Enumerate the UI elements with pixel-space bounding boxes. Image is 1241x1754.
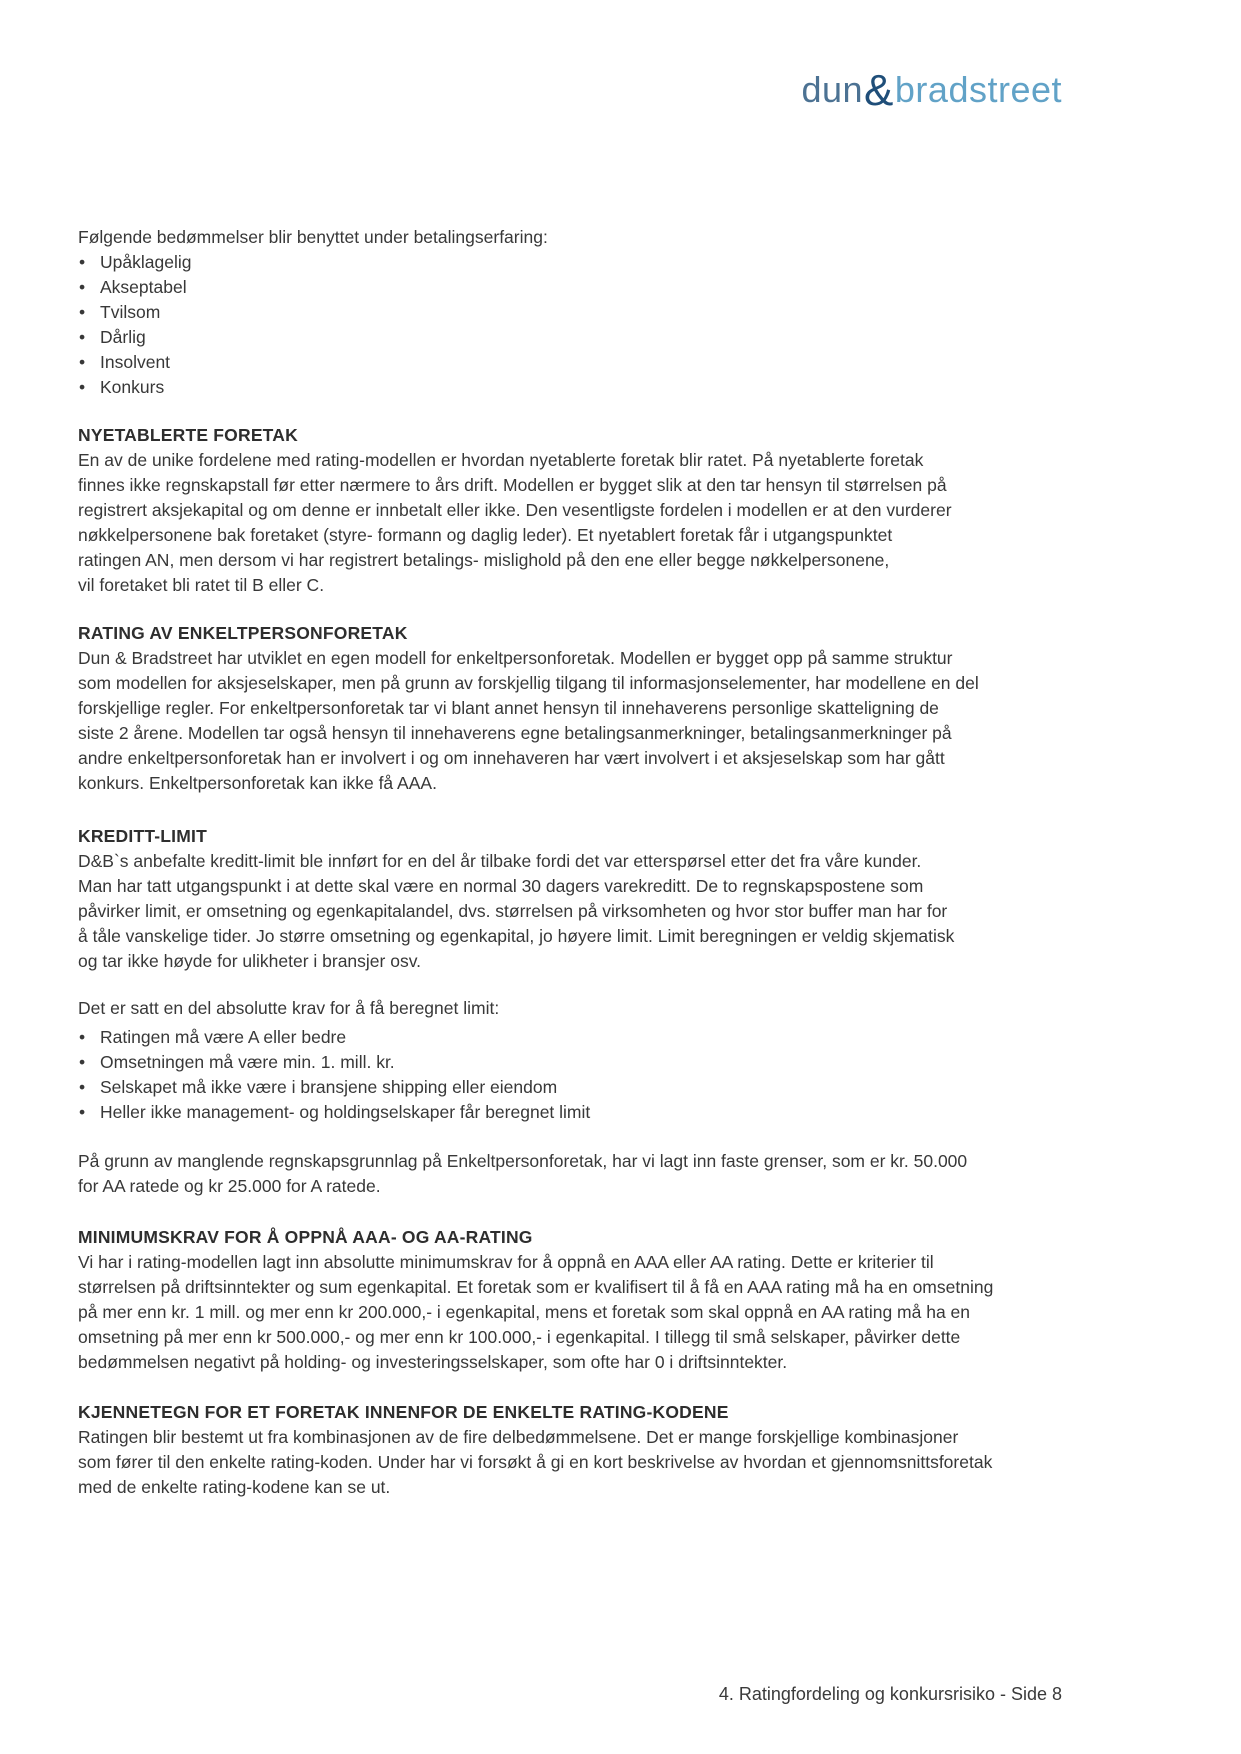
list-item: • Heller ikke management- og holdingselskaper får beregnet limit <box>78 1100 1062 1125</box>
list-item: • Selskapet må ikke være i bransjene shipping eller eiendom <box>78 1075 1062 1100</box>
paragraph-line: omsetning på mer enn kr 500.000,- og mer enn kr 100.000,- i egenkapital. I tillegg til små selskaper, påvirker dette <box>78 1327 961 1347</box>
list-item: • Tvilsom <box>78 300 1062 325</box>
logo-text-bradstreet: bradstreet <box>894 69 1062 110</box>
section-heading-rating-enkeltpersonforetak: RATING AV ENKELTPERSONFORETAK <box>78 623 408 643</box>
paragraph-line: På grunn av manglende regnskapsgrunnlag på Enkeltpersonforetak, har vi lagt inn faste grenser, som er kr. 50.000 <box>78 1151 968 1171</box>
logo-text-dun: dun <box>801 69 864 110</box>
paragraph-line: Vi har i rating-modellen lagt inn absolutte minimumskrav for å oppnå en AAA eller AA rating. Dette er kriterier til <box>78 1252 934 1272</box>
paragraph-line: og tar ikke høyde for ulikheter i bransjer osv. <box>78 951 422 971</box>
page-footer: 4. Ratingfordeling og konkursrisiko - Side 8 <box>718 1684 1062 1704</box>
section-heading-nyetablerte-foretak: NYETABLERTE FORETAK <box>78 425 298 445</box>
payment-experience-list <box>78 250 1062 400</box>
paragraph-line: som modellen for aksjeselskaper, men på grunn av forskjellig tilgang til informasjonselementer, har modellene en del <box>78 673 979 693</box>
limit-requirements-lead: Det er satt en del absolutte krav for å få beregnet limit: <box>78 998 500 1018</box>
paragraph-line: konkurs. Enkeltpersonforetak kan ikke få AAA. <box>78 773 437 793</box>
paragraph-line: andre enkeltpersonforetak han er involvert i og om innehaveren har vært involvert i et aksjeselskap som har gått <box>78 748 945 768</box>
paragraph-line: Ratingen blir bestemt ut fra kombinasjonen av de fire delbedømmelsene. Det er mange forskjellige kombinasjoner <box>78 1427 959 1447</box>
paragraph-line: på mer enn kr. 1 mill. og mer enn kr 200.000,- i egenkapital, mens et foretak som skal oppnå en AA rating må ha en <box>78 1302 971 1322</box>
paragraph-line: som fører til den enkelte rating-koden. Under har vi forsøkt å gi en kort beskrivelse av hvordan et gjennomsnittsforetak <box>78 1452 993 1472</box>
list-item: • Dårlig <box>78 325 1062 350</box>
section-heading-minimumskrav: MINIMUMSKRAV FOR Å OPPNÅ AAA- OG AA-RATING <box>78 1227 533 1247</box>
section-heading-kreditt-limit: KREDITT-LIMIT <box>78 826 207 846</box>
list-item: • Omsetningen må være min. 1. mill. kr. <box>78 1050 1062 1075</box>
paragraph-line: for AA ratede og kr 25.000 for A ratede. <box>78 1176 381 1196</box>
paragraph-line: registrert aksjekapital og om denne er innbetalt eller ikke. Den vesentligste fordelen i modellen er at den vurderer <box>78 500 952 520</box>
intro-lead-text: Følgende bedømmelser blir benyttet under betalingserfaring: <box>78 227 548 247</box>
paragraph-line: forskjellige regler. For enkeltpersonforetak tar vi blant annet hensyn til innehaverens personlige skatteligning de <box>78 698 939 718</box>
paragraph-line: påvirker limit, er omsetning og egenkapitalandel, dvs. størrelsen på virksomheten og hvor stor buffer man har for <box>78 901 948 921</box>
logo-ampersand-icon: & <box>864 66 894 115</box>
paragraph-line: nøkkelpersonene bak foretaket (styre- formann og daglig leder). Et nyetablert foretak får i utgangspunktet <box>78 525 893 545</box>
paragraph-line: siste 2 årene. Modellen tar også hensyn til innehaverens egne betalingsanmerkninger, betalingsanmerkninger på <box>78 723 952 743</box>
paragraph-line: å tåle vanskelige tider. Jo større omsetning og egenkapital, jo høyere limit. Limit beregningen er veldig skjematisk <box>78 926 955 946</box>
list-item: • Upåklagelig <box>78 250 1062 275</box>
list-item: • Insolvent <box>78 350 1062 375</box>
paragraph-line: finnes ikke regnskapstall før etter nærmere to års drift. Modellen er bygget slik at den tar hensyn til størrelsen på <box>78 475 947 495</box>
list-item: • Konkurs <box>78 375 1062 400</box>
paragraph-line: Dun & Bradstreet har utviklet en egen modell for enkeltpersonforetak. Modellen er bygget opp på samme struktur <box>78 648 953 668</box>
paragraph-line: vil foretaket bli ratet til B eller C. <box>78 575 325 595</box>
paragraph-line: med de enkelte rating-kodene kan se ut. <box>78 1477 391 1497</box>
paragraph-line: bedømmelsen negativt på holding- og investeringsselskaper, som ofte har 0 i driftsinntekter. <box>78 1352 788 1372</box>
paragraph-line: En av de unike fordelene med rating-modellen er hvordan nyetablerte foretak blir ratet. På nyetablerte foretak <box>78 450 924 470</box>
list-item: • Akseptabel <box>78 275 1062 300</box>
section-heading-kjennetegn: KJENNETEGN FOR ET FORETAK INNENFOR DE ENKELTE RATING-KODENE <box>78 1402 729 1422</box>
paragraph-line: størrelsen på driftsinntekter og sum egenkapital. Et foretak som er kvalifisert til å få en AAA rating må ha en omsetning <box>78 1277 994 1297</box>
list-item: • Ratingen må være A eller bedre <box>78 1025 1062 1050</box>
paragraph-line: Man har tatt utgangspunkt i at dette skal være en normal 30 dagers varekreditt. De to regnskapspostene som <box>78 876 924 896</box>
document-body <box>78 0 1062 1500</box>
paragraph-line: D&B`s anbefalte kreditt-limit ble innført for en del år tilbake fordi det var etterspørsel etter det fra våre kunder. <box>78 851 922 871</box>
paragraph-line: ratingen AN, men dersom vi har registrert betalings- mislighold på den ene eller begge nøkkelpersonene, <box>78 550 890 570</box>
limit-requirements-list <box>78 1025 1062 1125</box>
